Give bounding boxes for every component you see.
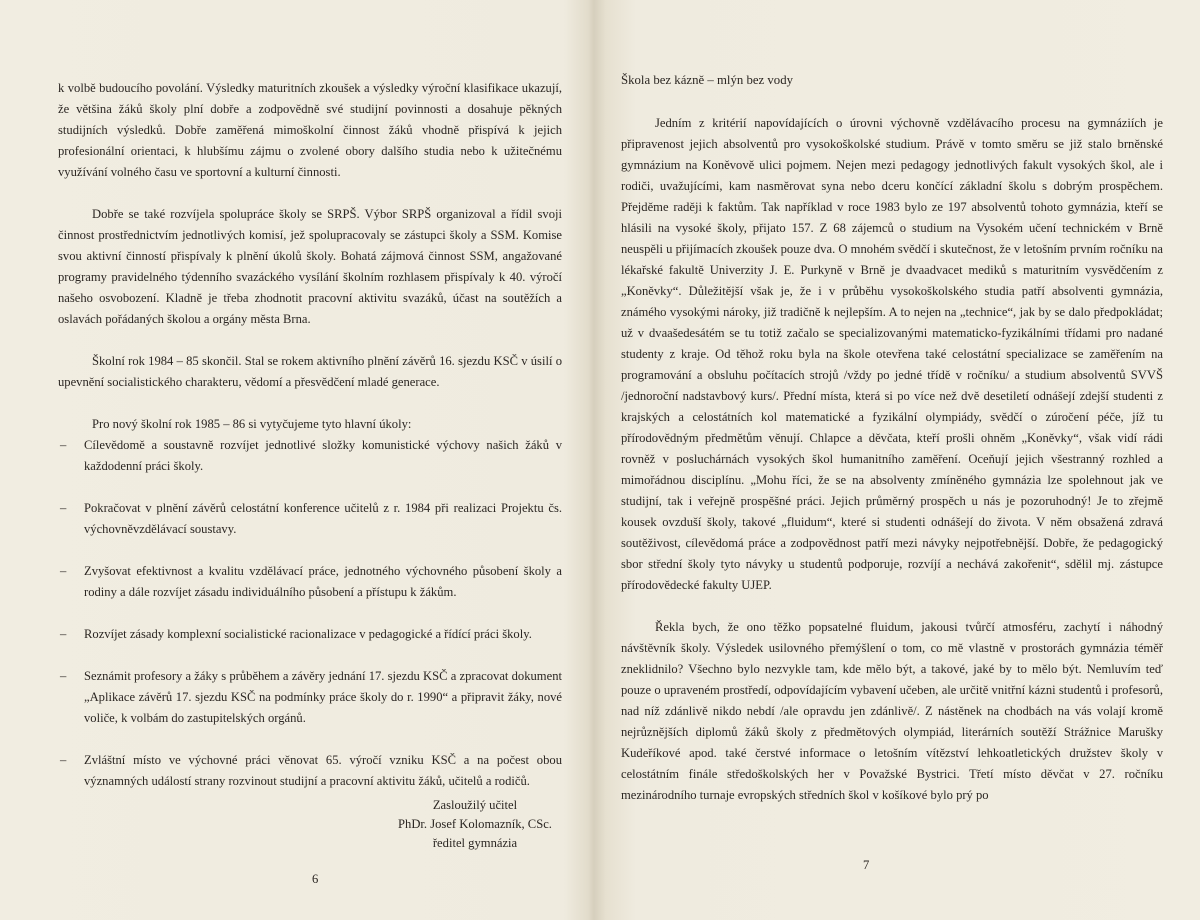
page-number: 7 xyxy=(863,858,870,872)
list-item: – Pokračovat v plnění závěrů celostátní konference učitelů z r. 1984 při realizaci Projektu čs. výchovněvzdělávací soustavy. xyxy=(58,498,562,540)
list-item: – Rozvíjet zásady komplexní socialistické racionalizace v pedagogické a řídící práci školy. xyxy=(58,624,562,645)
list-item: – Cílevědomě a soustavně rozvíjet jednotlivé složky komunistické výchovy našich žáků v každodenní práci školy. xyxy=(58,435,562,477)
paragraph: Dobře se také rozvíjela spolupráce školy se SRPŠ. Výbor SRPŠ organizoval a řídil svoji činnost prostřednictvím jednotlivých komisí, jež spolupracovaly se zástupci školy a SSM. Komise svou aktivní činností přispívaly k plnění úkolů školy. Bohatá zájmová činnost SSM, angažované programy pravidelného týdenního svazáckého vysílání školním rozhlasem přispívaly k 40. výročí našeho osvobození. Kladně je třeba zhodnotit pracovní aktivitu svazáků, účast na soutěžích a oslavách pořádaných školou a orgány města Brna. xyxy=(58,207,562,326)
list-item: – Zvyšovat efektivnost a kvalitu vzdělávací práce, jednotného výchovného působení školy a rodiny a dále rozvíjet zásadu individuálního působení a přístupu k žákům. xyxy=(58,561,562,603)
page-number: 6 xyxy=(312,872,319,886)
left-page xyxy=(0,0,590,920)
article-heading: Škola bez kázně – mlýn bez vody xyxy=(621,73,793,87)
paragraph: Řekla bych, že ono těžko popsatelné fluidum, jakousi tvůrčí atmosféru, zachytí i náhodný návštěvník školy. Výsledek usilovného přemýšlení o tom, co mě vlastně v prostorách gymnázia téměř zneklidnilo? Všechno bylo nezvykle tam, kde mělo být, a takové, jaké by to mělo být. Nemluvím teď pouze o upraveném prostředí, odpovídajícím vybavení učeben, ale určitě vnitřní kázni studentů i profesorů, nad níž zdánlivě nikdo nebdí /ale opravdu jen zdánlivě/. Z nástěnek na chodbách na vás volají kromě nejrůznějších diplomů žáků školy z předmětových olympiád, literárních soutěží Strážnice Marušky Kudeříkové apod. také čerstvé informace o letošním vítězství lehkoatletických družstev školy v celostátním finále středoškolských her v Považské Bystrici. Třetí místo děvčat v 27. ročníku mezinárodního turnaje evropských středních škol v košíkové bylo prý po xyxy=(621,620,1163,802)
paragraph: Školní rok 1984 – 85 skončil. Stal se rokem aktivního plnění závěrů 16. sjezdu KSČ v úsilí o upevnění socialistického charakteru, vědomí a přesvědčení mladé generace. xyxy=(58,354,562,389)
tasks-intro: Pro nový školní rok 1985 – 86 si vytyčujeme tyto hlavní úkoly: xyxy=(92,417,412,431)
signature-title: Zasloužilý učitel xyxy=(432,798,518,812)
signature-name: PhDr. Josef Kolomazník, CSc. xyxy=(398,817,552,831)
right-page xyxy=(605,0,1200,920)
list-item: – Seznámit profesory a žáky s průběhem a závěry jednání 17. sjezdu KSČ a zpracovat dokument „Aplikace závěrů 17. sjezdu KSČ na podmínky práce školy do r. 1990“ a připravit žáky, nové voliče, k volbám do zastupitelských orgánů. xyxy=(58,666,562,729)
list-item: – Zvláštní místo ve výchovné práci věnovat 65. výročí vzniku KSČ a na počest obou významných událostí strany rozvinout studijní a pracovní aktivitu žáků, učitelů a rodičů. xyxy=(58,750,562,792)
task-list xyxy=(58,435,562,792)
signature-block xyxy=(388,796,562,853)
paragraph: k volbě budoucího povolání. Výsledky maturitních zkoušek a výsledky výroční klasifikace ukazují, že většina žáků školy plní dobře a zodpovědně své studijní povinnosti a dosahuje pěkných studijních výsledků. Dobře zaměřená mimoškolní činnost žáků vhodně přispívá k jejich profesionální orientaci, k hlubšímu zájmu o zvolené obory dalšího studia nebo k užitečnému využívání volného času ve sportovní a kulturní činnosti. xyxy=(58,81,562,179)
paragraph: Jedním z kritérií napovídajících o úrovni výchovně vzdělávacího procesu na gymnáziích je připravenost jejich absolventů pro vysokoškolské studium. Právě v tomto směru se již stalo brněnské gymnázium na Koněvově ulici pojmem. Nejen mezi pedagogy jednotlivých fakult vysokých škol, ale i rodiči, uvažujícími, kam nasměrovat syna nebo dceru končící základní školu s dobrým prospěchem. Přejděme raději k faktům. Tak například v roce 1983 bylo ze 197 absolventů tohoto gymnázia, kteří se hlásili na vysoké školy, přijato 157. Z 68 zájemců o studium na Vysokém učení technickém v Brně neuspěli u přijímacích zkoušek pouze dva. O mnohém svědčí i skutečnost, že v letošním prvním ročníku na lékařské fakultě Univerzity J. E. Purkyně v Brně je dvaadvacet mediků s maturitním vysvědčením z „Koněvky“. Důležitější však je, že i v průběhu vysokoškolského studia patří absolventi gymnázia, známého vysokými nároky, již tradičně k nejlepším. A to nejen na „technice“, jak by se dalo předpokládat; už v dvaašedesátém se tu totiž začalo se specializovanými matematicko-fyzikálními třídami pro nadané studenty z kraje. Od těhož roku byla na škole otevřena také celostátní specializace se zaměřením na programování a obsluhu počítacích strojů /vždy po jedné třídě v ročníku/ a studium absolventů SVVŠ /jednoroční nadstavbový kurs/. Přední místa, která si po více než dvě desetiletí odnášejí zdejší studenti z krajských a celostátních kol matematické a fyzikální olympiády, svědčí o zúročení péče, jíž tu přírodovědným předmětům věnují. Chlapce a děvčata, kteří prošli ohněm „Koněvky“, však vidí rádi rovněž v posluchárnách vysokých škol humanitního zaměření. Oceňují jejich všestranný rozhled a mimořádnou disciplínu. „Mohu říci, že se na absolventy zmíněného gymnázia lze spolehnout jak ve studijní, tak i veřejně prospěšné práci. Jejich průměrný prospěch u nás je pozoruhodný! Je to zřejmě kousek ovzduší školy, takové „fluidum“, které si studenti odnášejí do života. V něm obsažená zdravá soutěživost, cílevědomá práce a zodpovědnost patří mezi návyky nejpotřebnější. Dobře, že pedagogický sbor střední školy tyto návyky u studentů podporuje, rozvíjí a nechává zakořenit“, sdělil mj. zástupce přírodovědecké fakulty UJEP. xyxy=(621,116,1163,592)
signature-role: ředitel gymnázia xyxy=(432,836,518,850)
right-page-body xyxy=(621,70,1163,827)
left-page-body xyxy=(58,78,562,853)
